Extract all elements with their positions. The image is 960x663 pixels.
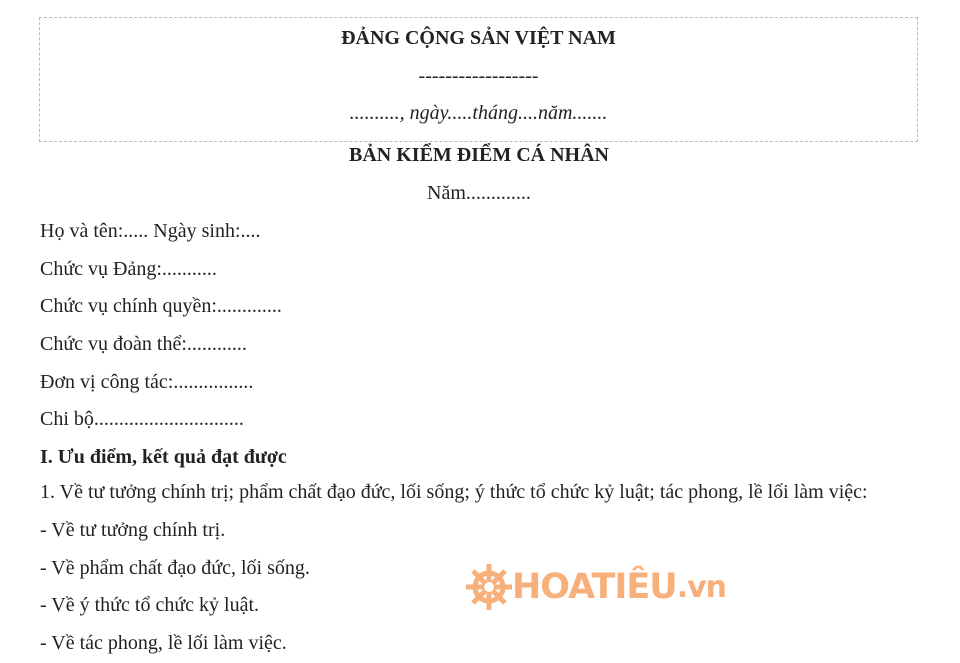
field-work-unit: Đơn vị công tác:................	[40, 370, 254, 393]
date-line: .........., ngày.....tháng....năm.......	[349, 102, 608, 124]
ship-wheel-icon	[466, 562, 512, 612]
party-name: ĐẢNG CỘNG SẢN VIỆT NAM	[341, 27, 616, 49]
section-item-1: 1. Về tư tưởng chính trị; phẩm chất đạo đức, lối sống; ý thức tổ chức kỷ luật; tác phong, lề lối làm việc:	[40, 480, 868, 503]
bullet-item: - Về phẩm chất đạo đức, lối sống.	[40, 556, 310, 579]
watermark-suffix: .vn	[676, 569, 727, 605]
watermark-brand: HOATIÊU	[512, 567, 677, 607]
year-line: Năm.............	[427, 182, 531, 204]
bullet-item: - Về tác phong, lề lối làm việc.	[40, 631, 287, 654]
field-party-position: Chức vụ Đảng:...........	[40, 257, 217, 280]
field-party-cell: Chi bộ..............................	[40, 408, 244, 431]
section-heading: I. Ưu điểm, kết quả đạt được	[40, 446, 287, 469]
document-header-box	[39, 17, 918, 142]
bullet-item: - Về ý thức tổ chức kỷ luật.	[40, 594, 260, 617]
document-title: BẢN KIỂM ĐIỂM CÁ NHÂN	[349, 144, 609, 166]
watermark-logo	[466, 562, 726, 612]
bullet-item: - Về tư tưởng chính trị.	[40, 518, 226, 541]
header-separator: ------------------	[418, 65, 539, 87]
field-name: Họ và tên:..... Ngày sinh:....	[40, 220, 261, 242]
field-union-position: Chức vụ đoàn thể:............	[40, 333, 247, 356]
field-government-position: Chức vụ chính quyền:.............	[40, 295, 282, 318]
